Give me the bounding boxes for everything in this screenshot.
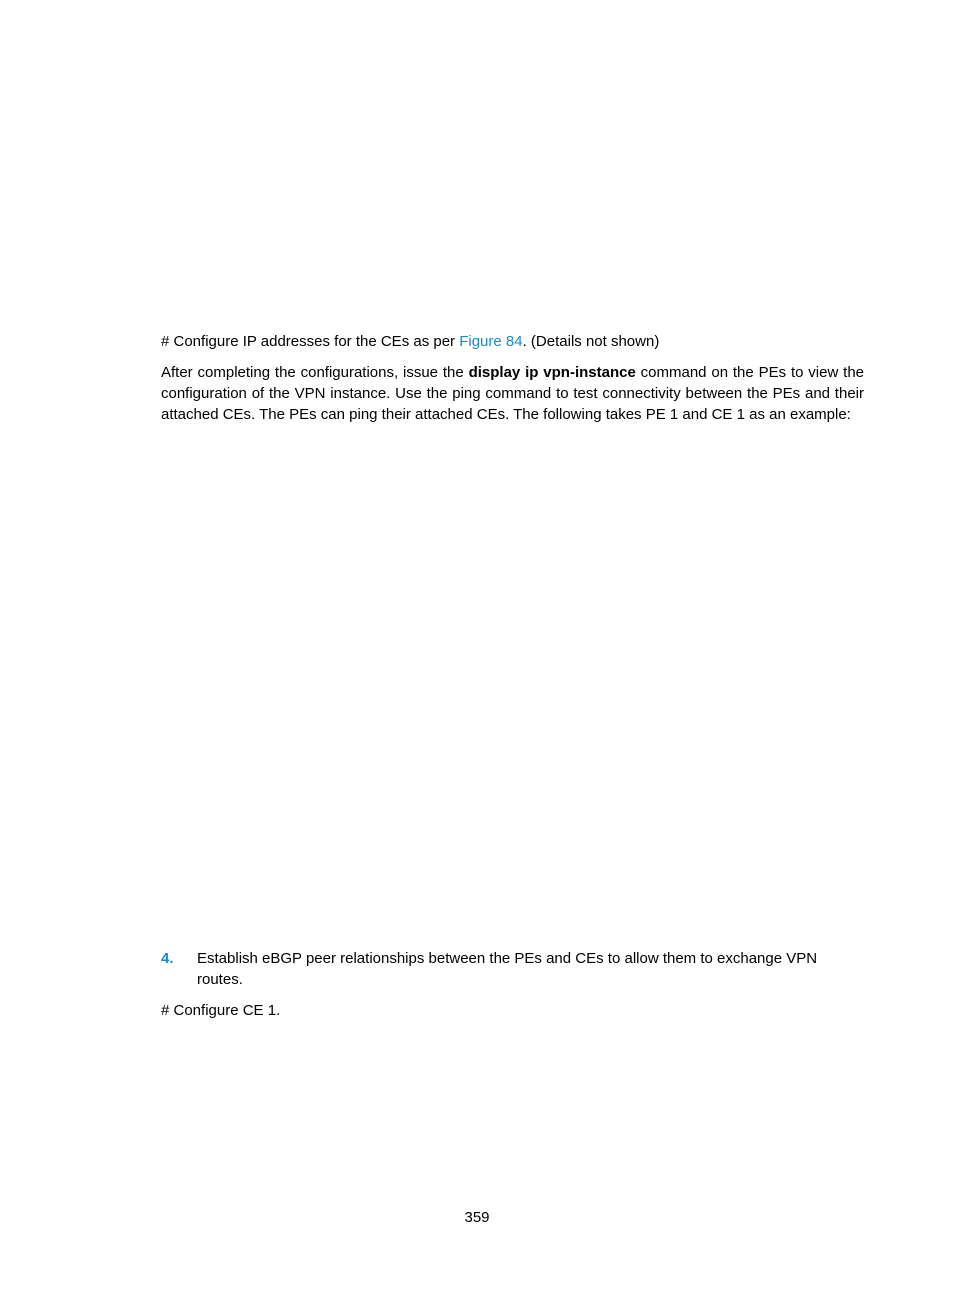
configure-ip-prefix: # Configure IP addresses for the CEs as per — [161, 333, 460, 350]
step-4-text: Establish eBGP peer relationships between the PEs and CEs to allow them to exchange VPN routes. — [197, 950, 818, 988]
verification-paragraph — [161, 362, 864, 425]
page-number: 359 — [464, 1209, 490, 1226]
step-4-number: 4. — [161, 950, 174, 967]
verification-text-2: command on the PEs to view the configuration of the VPN instance. Use the ping command to test connectivity between the PEs and their attached CEs. The PEs can ping their attached CEs. The following takes PE 1 and CE 1 as an example: — [161, 364, 864, 423]
verification-text-1: After completing the configurations, issue the — [161, 364, 469, 381]
step-4 — [161, 948, 864, 990]
display-command: display ip vpn-instance — [468, 364, 636, 381]
configure-ce1-paragraph: # Configure CE 1. — [161, 1002, 281, 1019]
configure-ip-suffix: . (Details not shown) — [522, 333, 660, 350]
configure-ip-paragraph — [161, 331, 864, 352]
figure-84-link[interactable]: Figure 84 — [459, 333, 523, 350]
